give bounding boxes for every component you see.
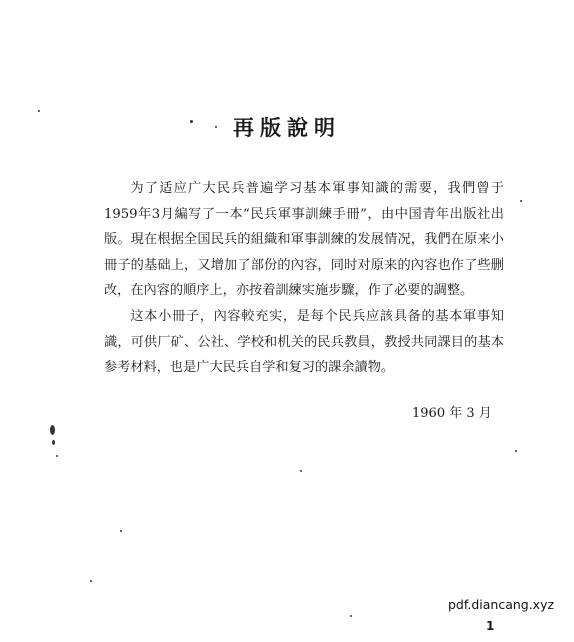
body-text	[104, 176, 504, 381]
paragraph-1: 为了适应广大民兵普遍学习基本軍事知識的需要，我們曾于1959年3月編写了一本“民兵軍事訓練手冊”，由中国青年出版社出版。現在根据全国民兵的組織和軍事訓練的发展情况，我們在原来小冊子的基础上，又增加了部份的內容，同时对原来的內容也作了些删改，在內容的順序上，亦按着訓練实施步驟，作了必要的調整。	[104, 181, 504, 299]
page-number: 1	[486, 619, 495, 633]
date-line: 1960 年 3 月	[412, 406, 492, 421]
watermark-text: pdf.diancang.xyz	[448, 597, 555, 612]
page-title: 再版說明	[233, 116, 341, 140]
paragraph-2: 这本小冊子，內容較充实，是每个民兵应該具备的基本軍事知識，可供厂矿、公社、学校和机关的民兵教員，教授共同課目的基本参考材料，也是广大民兵自学和复习的課余讀物。	[104, 308, 504, 376]
